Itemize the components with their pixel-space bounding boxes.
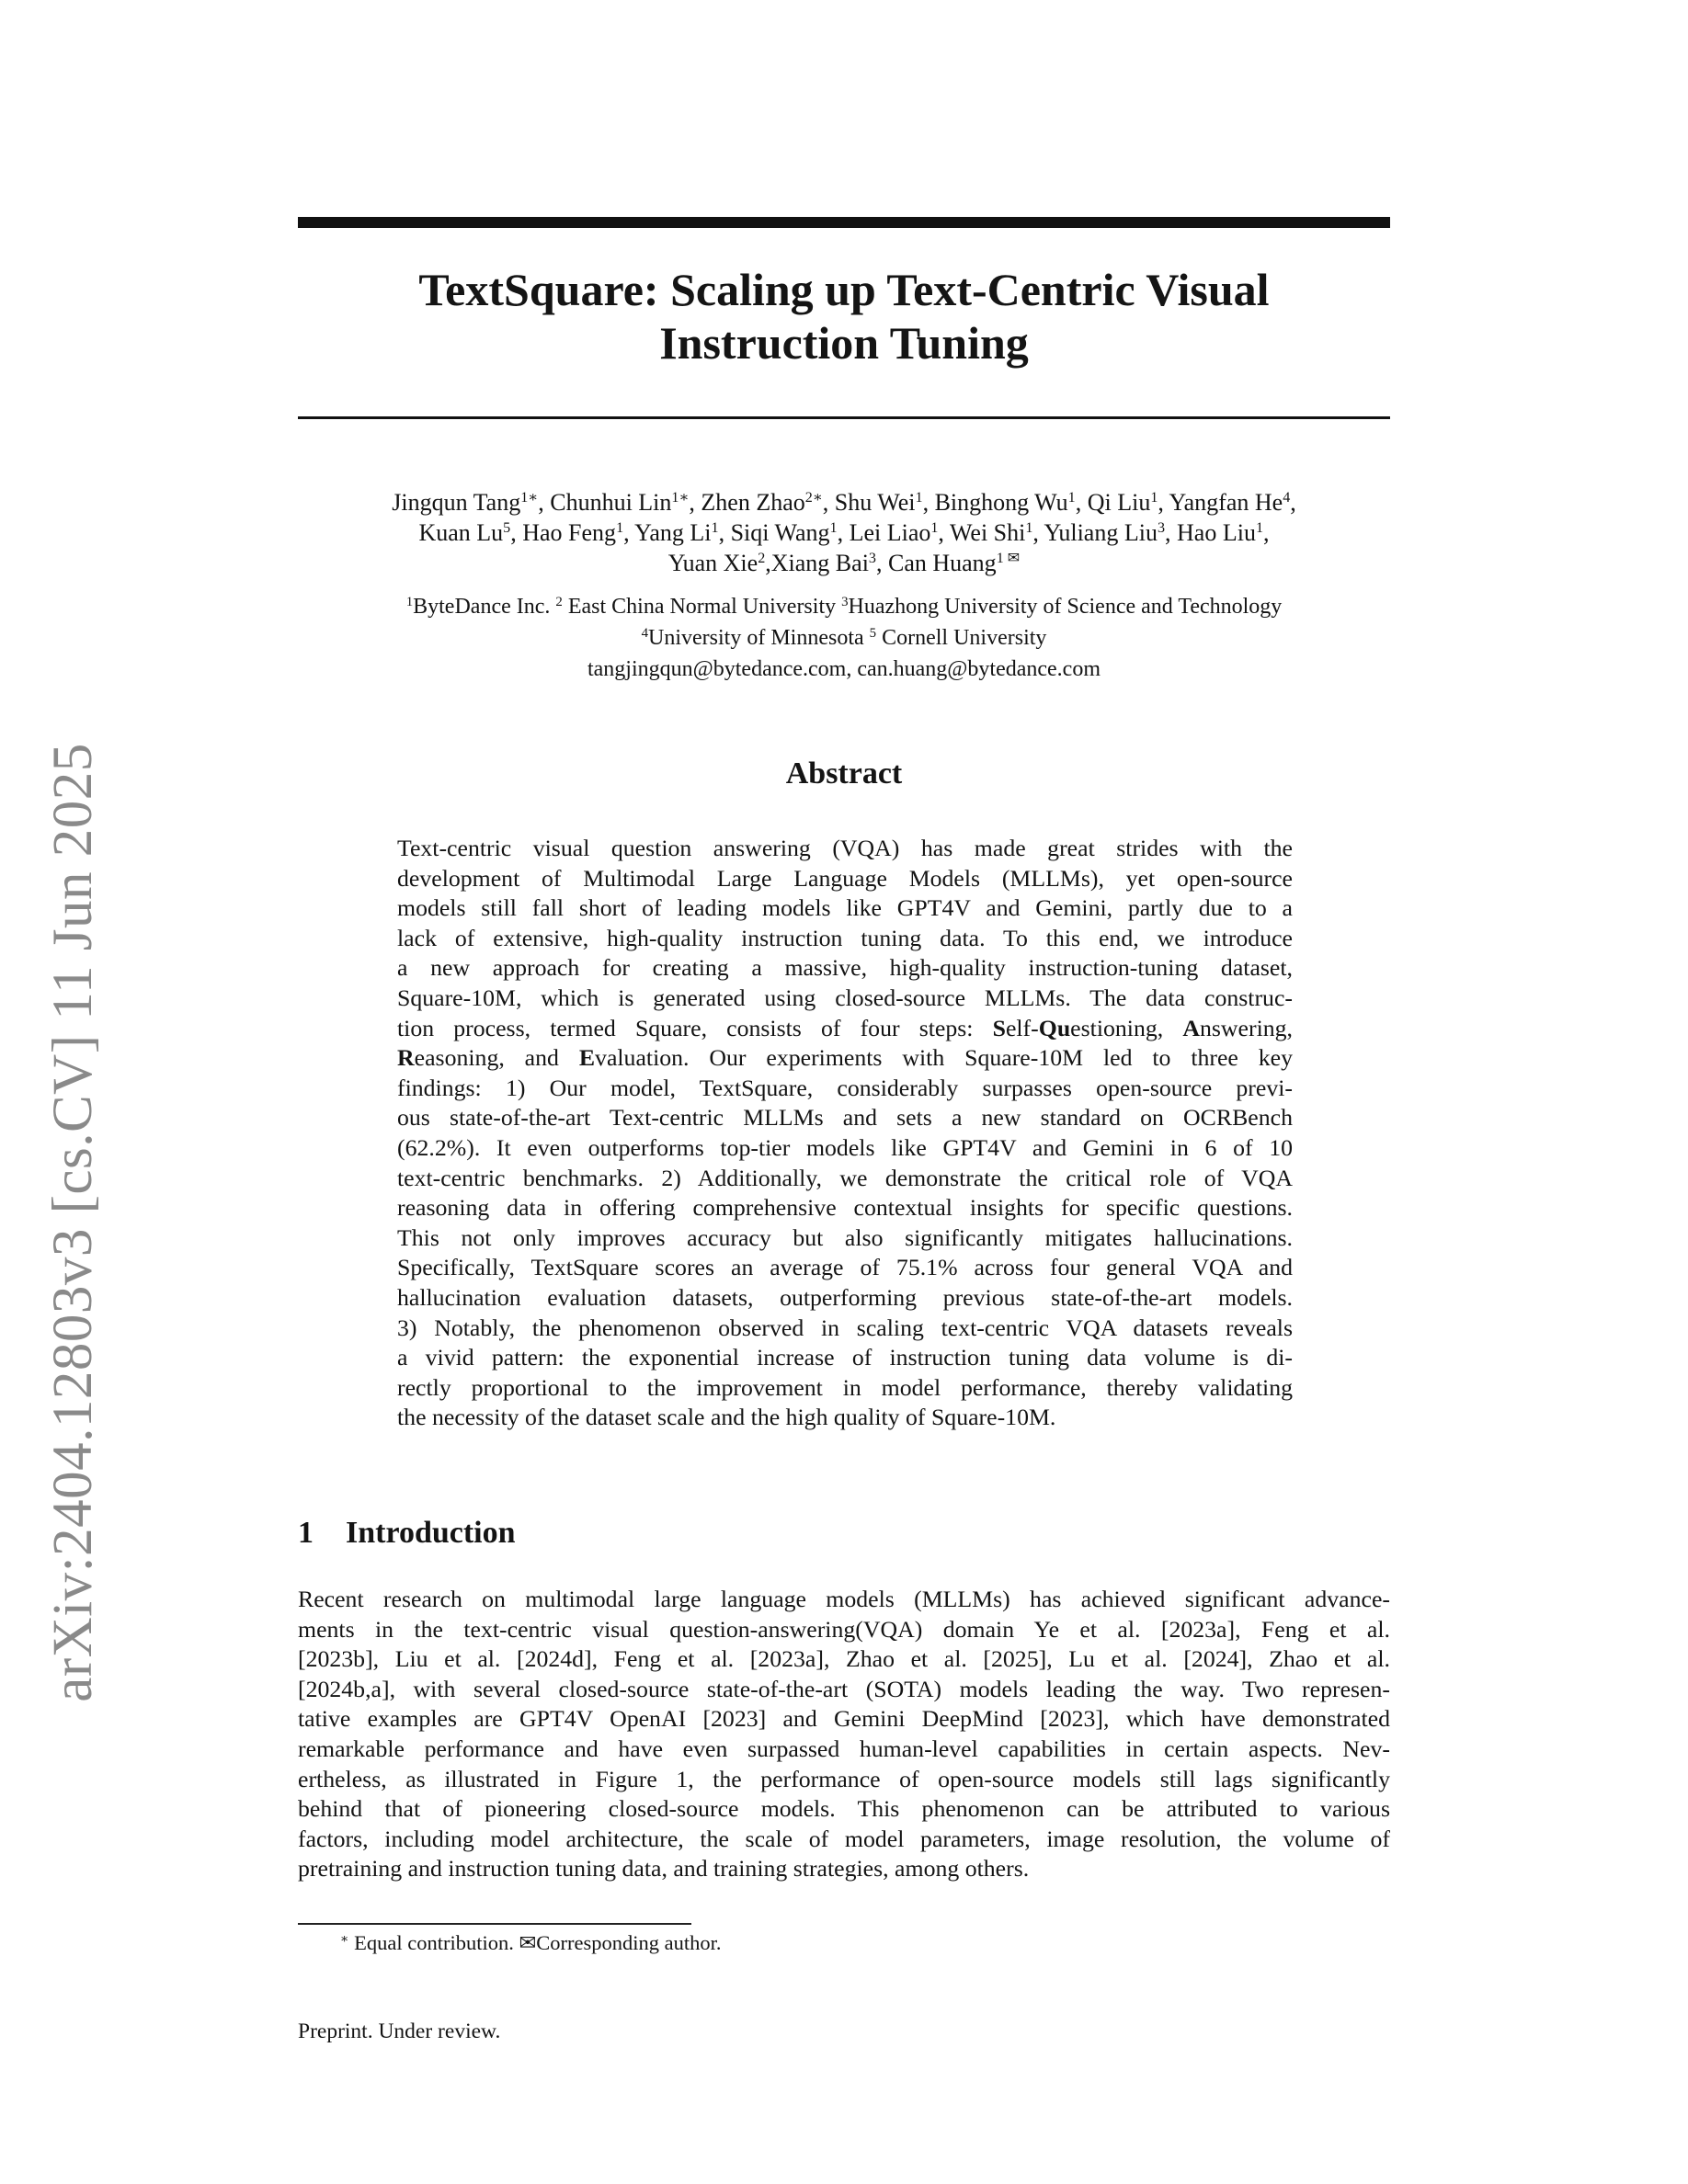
paragraph-line: [2023b], Liu et al. [2024d], Feng et al. [2023a], Zhao et al. [2025], Lu et al. [2024], Zhao et al.	[298, 1645, 1390, 1673]
author-name: Zhen Zhao	[701, 489, 805, 516]
section-number: 1	[298, 1516, 314, 1550]
author-separator: ,	[1290, 489, 1296, 516]
abstract-line: Specifically, TextSquare scores an average of 75.1% across four general VQA and	[397, 1254, 1293, 1281]
author-separator: ,	[510, 519, 523, 546]
abstract-line: a vivid pattern: the exponential increase of instruction tuning data volume is di-	[397, 1344, 1293, 1371]
affiliation-name: Huazhong University of Science and Technology	[848, 595, 1283, 619]
author-affiliation-mark: 1	[1255, 520, 1264, 537]
author-separator: ,	[922, 489, 935, 516]
affiliation-mark: 2	[555, 594, 563, 609]
paper-title-line-1: TextSquare: Scaling up Text-Centric Visual	[418, 264, 1270, 315]
author-name: Yangfan He	[1169, 489, 1283, 516]
abstract-line: models still fall short of leading models like GPT4V and Gemini, partly due to a	[397, 894, 1293, 922]
author-separator: ,	[689, 489, 701, 516]
author-emails: tangjingqun@bytedance.com, can.huang@bytedance.com	[587, 657, 1101, 681]
paragraph-line: remarkable performance and have even surpassed human-level capabilities in certain aspects. Nev-	[298, 1735, 1390, 1762]
author-name: Siqi Wang	[730, 519, 830, 546]
arxiv-identifier-stamp: arXiv:2404.12803v3 [cs.CV] 11 Jun 2025	[42, 743, 104, 1702]
abstract-heading: Abstract	[785, 756, 903, 791]
abstract-text: nswering,	[1199, 1014, 1294, 1041]
introduction-paragraph	[298, 1585, 1390, 1884]
abstract-line: reasoning data in offering comprehensive contextual insights for specific questions.	[397, 1194, 1293, 1222]
abstract-body	[397, 834, 1293, 1433]
author-separator: ,	[822, 489, 835, 516]
author-separator: ,	[837, 519, 850, 546]
author-name: Shu Wei	[834, 489, 916, 516]
paragraph-line: behind that of pioneering closed-source models. This phenomenon can be attributed to various	[298, 1795, 1390, 1823]
affiliation-mark: 3	[841, 594, 849, 609]
footnote-text: Equal contribution. ✉Corresponding author.	[348, 1931, 722, 1954]
abstract-line-square-steps-2	[397, 1043, 1293, 1074]
acronym-letter: R	[397, 1044, 415, 1072]
author-affiliation-mark: 2∗	[804, 490, 823, 506]
footnote-mark: ∗	[340, 1932, 349, 1947]
abstract-text: elf-	[1005, 1014, 1039, 1041]
author-separator: ,	[875, 550, 888, 576]
author-name: Xiang Bai	[770, 550, 869, 576]
author-name: Yuliang Liu	[1044, 519, 1158, 546]
paragraph-line: factors, including model architecture, the scale of model parameters, image resolution, the volume of	[298, 1825, 1390, 1852]
author-name: Kuan Lu	[418, 519, 504, 546]
abstract-text: estioning,	[1070, 1014, 1183, 1041]
author-affiliation-mark: 1∗	[520, 490, 539, 506]
abstract-line: text-centric benchmarks. 2) Additionally, we demonstrate the critical role of VQA	[397, 1164, 1293, 1191]
author-separator: ,	[1165, 519, 1178, 546]
affiliation-name: Cornell University	[876, 626, 1047, 650]
abstract-line: Text-centric visual question answering (VQA) has made great strides with the	[397, 835, 1293, 861]
paragraph-line: tative examples are GPT4V OpenAI [2023] and Gemini DeepMind [2023], which have demonstrated	[298, 1705, 1390, 1733]
footnote	[340, 1930, 722, 1956]
author-name: Binghong Wu	[934, 489, 1068, 516]
preprint-notice: Preprint. Under review.	[298, 2019, 501, 2043]
author-separator: ,	[1158, 489, 1169, 516]
author-separator: ,	[1263, 519, 1270, 546]
author-separator: ,	[1075, 489, 1088, 516]
acronym-letter: S	[992, 1014, 1006, 1041]
author-name: Chunhui Lin	[550, 489, 672, 516]
abstract-line: Square-10M, which is generated using closed-source MLLMs. The data construc-	[397, 984, 1293, 1011]
author-affiliation-mark: 1	[1150, 490, 1158, 506]
title-bottom-rule	[298, 416, 1390, 419]
author-name: Lei Liao	[849, 519, 931, 546]
author-line-3	[298, 548, 1390, 578]
author-affiliation-mark: 1	[915, 490, 923, 506]
author-affiliation-mark: 1	[616, 520, 624, 537]
author-separator: ,	[718, 519, 731, 546]
abstract-text: easoning, and	[414, 1044, 579, 1072]
author-name: Qi Liu	[1087, 489, 1151, 516]
title-top-rule	[298, 217, 1390, 228]
author-affiliation-mark: 1∗	[671, 490, 690, 506]
affiliation-line-2	[298, 622, 1390, 654]
author-name: Can Huang	[887, 550, 997, 576]
abstract-line-square-steps	[397, 1014, 1293, 1044]
paragraph-line: ments in the text-centric visual question-answering(VQA) domain Ye et al. [2023a], Feng et al.	[298, 1615, 1390, 1643]
paper-title	[298, 263, 1390, 370]
author-name: Yang Li	[634, 519, 712, 546]
abstract-line: development of Multimodal Large Language Models (MLLMs), yet open-source	[397, 864, 1293, 892]
author-separator: ,	[1032, 519, 1044, 546]
abstract-line: rectly proportional to the improvement in model performance, thereby validating	[397, 1373, 1293, 1401]
author-affiliation-mark: 1	[1067, 490, 1076, 506]
author-name: Hao Feng	[522, 519, 617, 546]
author-name: Wei Shi	[949, 519, 1026, 546]
abstract-text: valuation. Our experiments with Square-10M led to three key	[595, 1044, 1294, 1072]
author-affiliation-mark: 1	[930, 520, 939, 537]
abstract-line: findings: 1) Our model, TextSquare, considerably surpasses open-source previ-	[397, 1074, 1293, 1101]
author-affiliation-mark: 3	[1157, 520, 1166, 537]
paragraph-line: [2024b,a], with several closed-source state-of-the-art (SOTA) models leading the way. Two represen-	[298, 1675, 1390, 1702]
paper-title-line-2: Instruction Tuning	[659, 317, 1029, 369]
author-separator: ,	[765, 550, 771, 576]
author-name: Yuan Xie	[667, 550, 758, 576]
corresponding-author-mark: 1 ✉	[996, 551, 1021, 567]
abstract-line: ous state-of-the-art Text-centric MLLMs and sets a new standard on OCRBench	[397, 1104, 1293, 1132]
paragraph-line: pretraining and instruction tuning data, and training strategies, among others.	[298, 1855, 1030, 1883]
acronym-letter: A	[1182, 1014, 1200, 1041]
acronym-letter: E	[578, 1044, 596, 1072]
affiliation-line-1	[298, 591, 1390, 622]
abstract-line: hallucination evaluation datasets, outperforming previous state-of-the-art models.	[397, 1283, 1293, 1311]
abstract-line: (62.2%). It even outperforms top-tier models like GPT4V and Gemini in 6 of 10	[397, 1133, 1293, 1161]
author-line-2	[298, 518, 1390, 548]
acronym-letter: Qu	[1038, 1014, 1071, 1041]
abstract-line: lack of extensive, high-quality instruction tuning data. To this end, we introduce	[397, 924, 1293, 951]
author-affiliation-mark: 5	[503, 520, 511, 537]
affiliation-name: ByteDance Inc.	[413, 595, 556, 619]
section-heading-introduction	[298, 1515, 516, 1552]
abstract-line: a new approach for creating a massive, high-quality instruction-tuning dataset,	[397, 954, 1293, 982]
abstract-line: 3) Notably, the phenomenon observed in scaling text-centric VQA datasets reveals	[397, 1314, 1293, 1341]
paragraph-line: ertheless, as illustrated in Figure 1, the performance of open-source models still lags significantly	[298, 1765, 1390, 1792]
affiliation-mark: 4	[641, 625, 649, 641]
abstract-text: tion process, termed Square, consists of four steps:	[397, 1014, 993, 1041]
author-separator: ,	[623, 519, 635, 546]
author-affiliation-mark: 1	[829, 520, 838, 537]
section-title: Introduction	[346, 1516, 516, 1550]
affiliation-block	[298, 591, 1390, 685]
author-affiliation-mark: 3	[868, 551, 876, 567]
author-name: Hao Liu	[1177, 519, 1256, 546]
affiliation-mark: 1	[405, 594, 414, 609]
author-affiliation-mark: 1	[1025, 520, 1033, 537]
author-separator: ,	[938, 519, 950, 546]
author-name: Jingqun Tang	[392, 489, 521, 516]
author-affiliation-mark: 2	[758, 551, 766, 567]
paragraph-line: Recent research on multimodal large language models (MLLMs) has achieved significant advance-	[298, 1586, 1390, 1612]
author-affiliation-mark: 4	[1283, 490, 1291, 506]
affiliation-name: University of Minnesota	[648, 626, 870, 650]
footnote-divider	[298, 1923, 691, 1925]
author-affiliation-mark: 1	[711, 520, 719, 537]
author-list	[298, 487, 1390, 578]
affiliation-mark: 5	[869, 625, 877, 641]
abstract-line: This not only improves accuracy but also significantly mitigates hallucinations.	[397, 1223, 1293, 1251]
author-line-1	[298, 487, 1390, 518]
author-separator: ,	[538, 489, 551, 516]
abstract-line: the necessity of the dataset scale and the high quality of Square-10M.	[397, 1404, 1056, 1431]
affiliation-name: East China Normal University	[562, 595, 842, 619]
